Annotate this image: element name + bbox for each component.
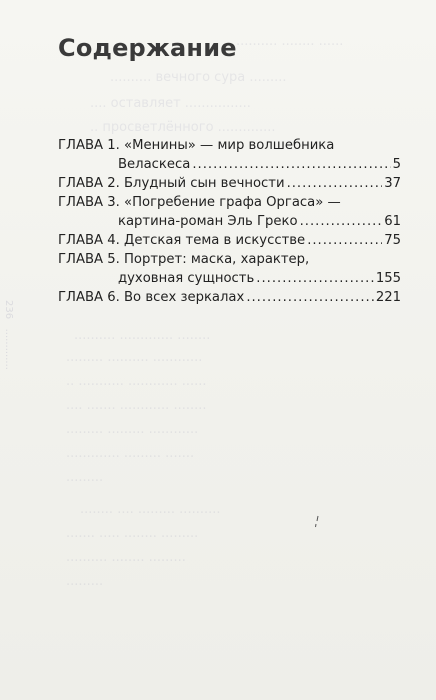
toc-entry-title: ГЛАВА 4. Детская тема в искусстве [58,233,306,248]
dot-leader [307,231,382,250]
toc-entry-line [58,174,401,193]
dot-leader [300,212,383,231]
toc-entry-line [58,193,401,212]
bleed-through-text: ....... ..... ........ ......... [66,526,199,541]
toc-entry-line [58,231,401,250]
bleed-through-text: .. просветлённого .............. [90,120,276,135]
toc-page-number: 155 [375,271,401,286]
toc-entry-line [58,136,401,155]
ink-speck [314,515,320,529]
toc-entry-title: ГЛАВА 5. Портрет: маска, характер, [58,252,310,267]
toc-entry [58,193,401,231]
toc-entry-title: ГЛАВА 1. «Менины» — мир волшебника [58,138,335,153]
dot-leader [246,288,374,307]
toc-entry [58,174,401,193]
bleed-through-text: .......... ........ ...... [236,34,344,49]
page-title: Содержание [58,34,237,62]
bleed-through-text: ............. ......... ....... [66,446,195,461]
toc-entry-line [58,250,401,269]
dot-leader [287,174,383,193]
toc-entry-title-continued: духовная сущность [118,271,255,286]
toc-page-number: 75 [384,233,401,248]
bleed-through-text: .. ........... ............ ...... [66,374,207,389]
table-of-contents [58,136,401,307]
bleed-through-text: ......... .......... ............ [66,350,203,365]
toc-entry-line [58,212,401,231]
toc-entry-title-continued: Веласкеса [118,157,191,172]
toc-entry [58,136,401,174]
toc-page-number: 221 [375,290,401,305]
bleed-through-text: .... оставляет ................ [90,96,251,111]
bleed-through-running-head: 236 ............. [3,300,14,370]
toc-entry-title: ГЛАВА 2. Блудный сын вечности [58,176,285,191]
toc-entry [58,288,401,307]
toc-entry [58,250,401,288]
toc-entry-line [58,269,401,288]
bleed-through-text: .......... ............. ........ [74,328,211,343]
toc-page-number: 61 [384,214,401,229]
toc-page-number: 37 [384,176,401,191]
bleed-through-text: .... ....... ............ ........ [66,398,207,413]
toc-page-number: 5 [392,157,401,172]
dot-leader [256,269,374,288]
bleed-through-text: ......... ......... ............ [66,422,199,437]
bleed-through-text: ......... [66,574,104,589]
toc-entry-title: ГЛАВА 3. «Погребение графа Оргаса» — [58,195,341,210]
bleed-through-text: .......... вечного сура ......... [110,70,287,85]
toc-entry-line [58,155,401,174]
toc-entry [58,231,401,250]
toc-entry-line [58,288,401,307]
bleed-through-text: ........ .... ......... .......... [80,502,221,517]
dot-leader [192,155,390,174]
toc-entry-title: ГЛАВА 6. Во всех зеркалах [58,290,245,305]
toc-entry-title-continued: картина-роман Эль Греко [118,214,298,229]
bleed-through-text: .......... ........ ......... [66,550,186,565]
bleed-through-text: ......... [66,470,104,485]
